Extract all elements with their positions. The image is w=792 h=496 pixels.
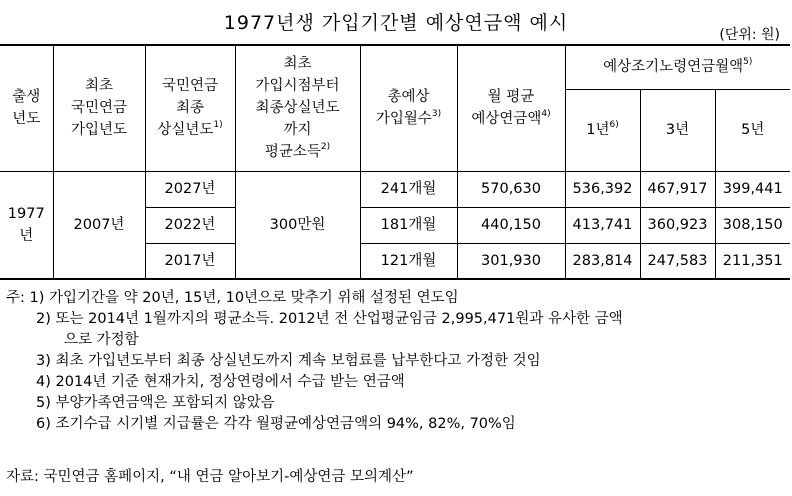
y3-cell: 360,923 [640,207,715,243]
y1-cell: 536,392 [565,171,640,207]
months-cell: 241개월 [360,171,457,207]
monthly-cell: 570,630 [457,171,565,207]
footnote-1: 주: 1) 가입기간을 약 20년, 15년, 10년으로 맞추기 위해 설정된 연도임 [6,290,459,306]
header-loss-year: 국민연금 최종 상실년도$^{1)}$ [145,45,235,171]
header-monthly-avg: 월 평균 예상연금액$^{4)}$ [457,45,565,171]
y3-cell: 247,583 [640,243,715,279]
table-row [0,171,790,207]
y1-cell: 283,814 [565,243,640,279]
page-title: 1977년생 가입기간별 예상연금액 예시 [223,12,569,34]
monthly-cell: 440,150 [457,207,565,243]
pension-table [0,44,790,280]
footnote-4: 4) 2014년 기준 현재가치, 정상연령에서 수급 받는 연금액 [36,374,405,390]
footnote-6: 6) 조기수급 시기별 지급률은 각각 월평균예상연금액의 94%, 82%, 70%임 [36,416,516,432]
header-3year: 3년 [640,89,715,171]
avg-income-cell: 300만원 [235,171,360,279]
footnote-3: 3) 최초 가입년도부터 최종 상실년도까지 계속 보험료를 납부한다고 가정한 것임 [36,353,541,369]
unit-label: (단위: 원) [719,27,780,43]
y1-cell: 413,741 [565,207,640,243]
loss-year-cell: 2027년 [145,171,235,207]
header-birth-year: 출생 년도 [0,45,53,171]
footnote-5: 5) 부양가족연금액은 포함되지 않았음 [36,395,275,411]
y5-cell: 399,441 [715,171,790,207]
monthly-cell: 301,930 [457,243,565,279]
y3-cell: 467,917 [640,171,715,207]
header-avg-income: 최초 가입시점부터 최종상실년도 까지 평균소득$^{2)}$ [235,45,360,171]
header-5year: 5년 [715,89,790,171]
months-cell: 181개월 [360,207,457,243]
source-note: 자료: 국민연금 홈페이지, “내 연금 알아보기-예상연금 모의계산” [6,469,414,485]
loss-year-cell: 2017년 [145,243,235,279]
footnote-2: 2) 또는 2014년 1월까지의 평균소득. 2012년 전 산업평균임금 2,995,471원과 유사한 금액 [36,311,623,327]
header-total-months: 총예상 가입월수$^{3)}$ [360,45,457,171]
y5-cell: 211,351 [715,243,790,279]
footnote-2-continued: 으로 가정함 [64,332,139,348]
y5-cell: 308,150 [715,207,790,243]
header-early-pension: 예상조기노령연금월액$^{5)}$ [565,45,790,89]
first-join-cell: 2007년 [53,171,145,279]
header-1year: 1년$^{6)}$ [565,89,640,171]
birth-year-cell: 1977 년 [0,171,53,279]
loss-year-cell: 2022년 [145,207,235,243]
header-first-join: 최초 국민연금 가입년도 [53,45,145,171]
months-cell: 121개월 [360,243,457,279]
footnotes [6,288,623,435]
